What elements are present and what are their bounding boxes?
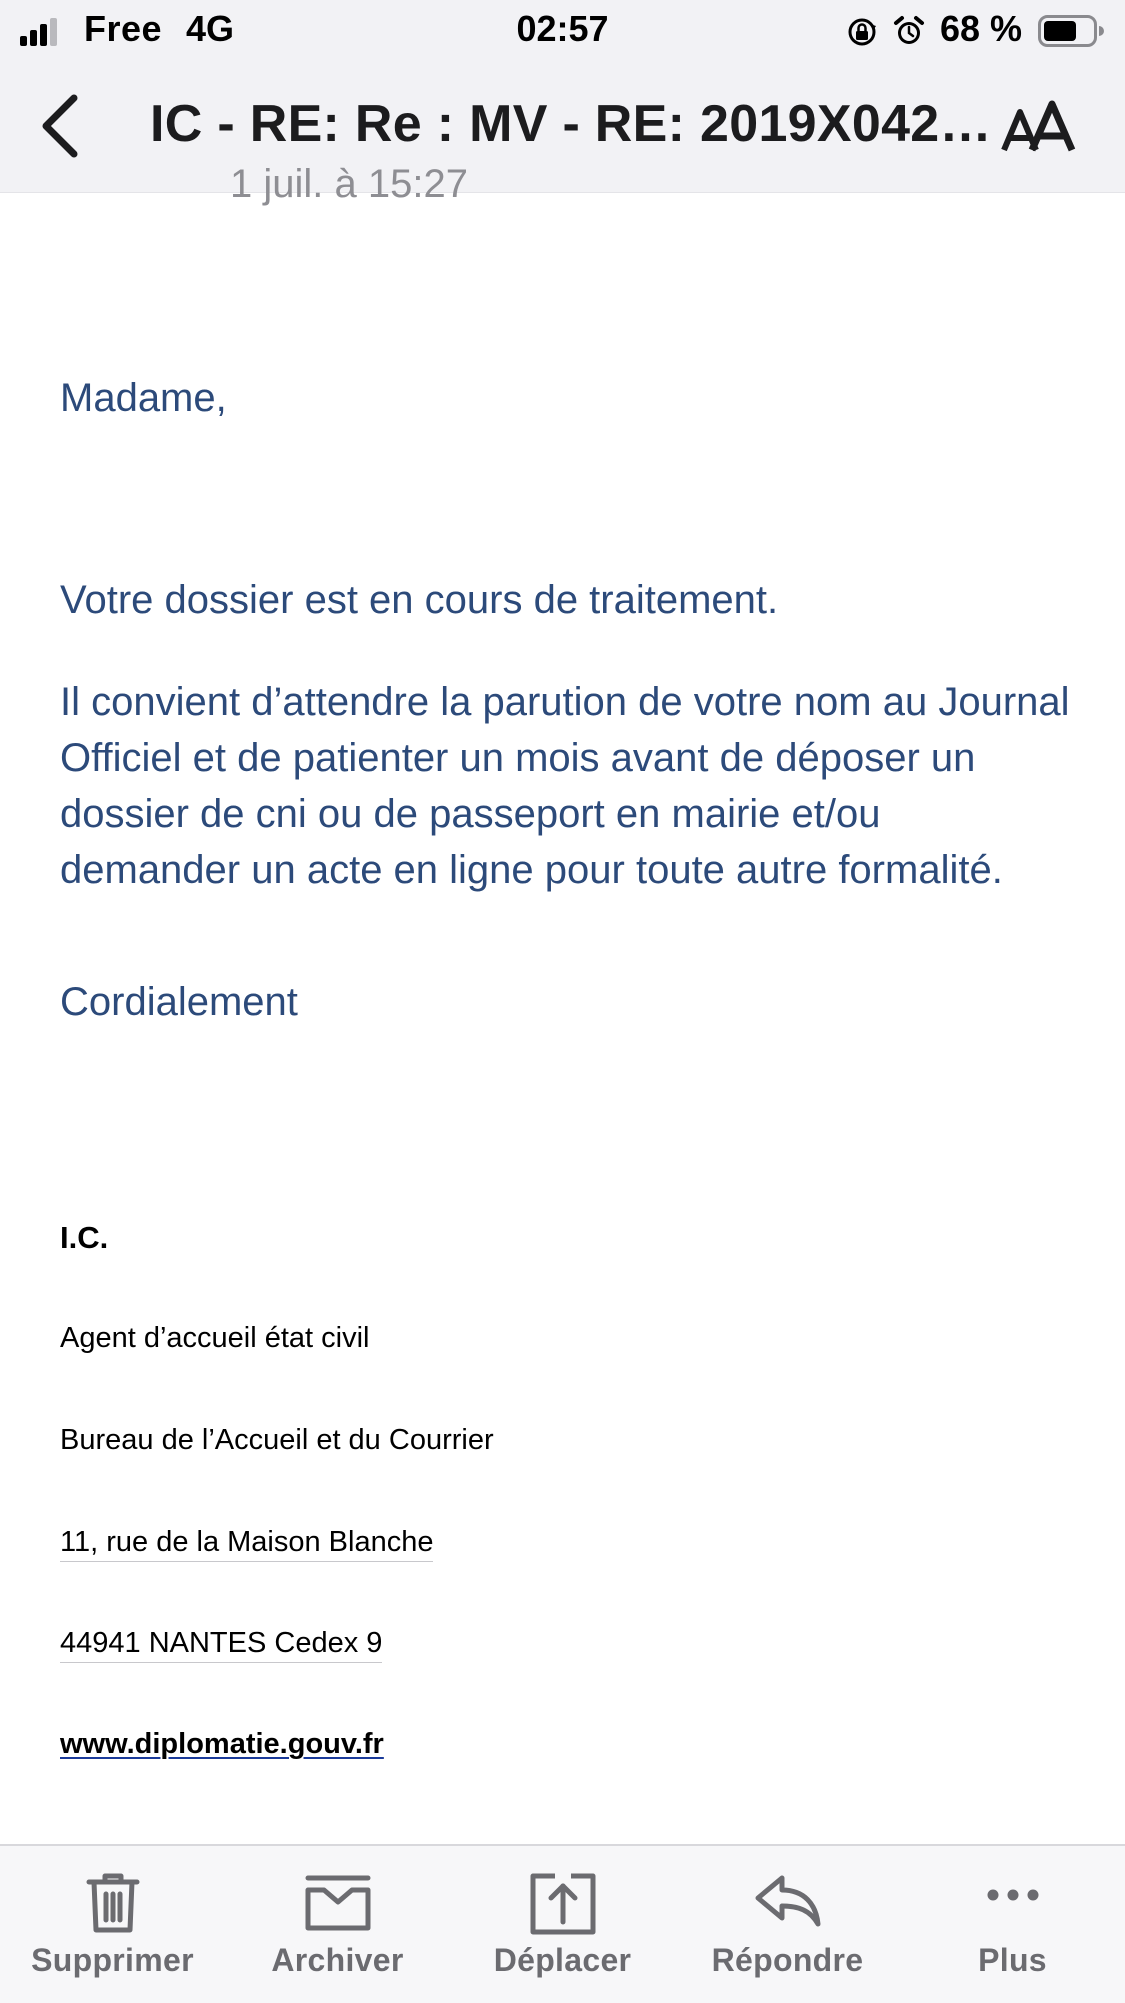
network-type: 4G: [186, 8, 235, 49]
signature-office: Bureau de l’Accueil et du Courrier: [60, 1424, 494, 1456]
battery-percentage: 68 %: [940, 8, 1023, 49]
delete-label: Supprimer: [31, 1942, 194, 1978]
signature-city[interactable]: 44941 NANTES Cedex 9: [60, 1627, 382, 1663]
signature-name: I.C.: [60, 1220, 109, 1255]
trash-icon: [81, 1870, 145, 1934]
text-size-icon: [1000, 98, 1080, 158]
mail-date: 1 juil. à 15:27: [230, 162, 468, 206]
carrier-name: Free: [84, 8, 163, 49]
reply-icon: [752, 1870, 824, 1930]
more-icon: [981, 1870, 1045, 1920]
move-folder-icon: [527, 1870, 599, 1938]
alarm-icon: [892, 14, 926, 48]
archive-button[interactable]: [225, 1846, 450, 2003]
mail-subject-title: IC - RE: Re : MV - RE: 2019X042…: [150, 95, 992, 153]
battery-icon: [1038, 15, 1104, 47]
closing: Cordialement: [60, 980, 298, 1024]
move-label: Déplacer: [493, 1942, 632, 1978]
archive-icon: [302, 1870, 374, 1934]
chevron-left-icon: [30, 86, 90, 166]
reply-label: Répondre: [711, 1942, 864, 1978]
status-bar: [0, 0, 1125, 62]
salutation: Madame,: [60, 376, 227, 420]
archive-label: Archiver: [271, 1942, 404, 1978]
text-size-button[interactable]: [1000, 98, 1080, 158]
signature-website-link[interactable]: www.diplomatie.gouv.fr: [60, 1728, 384, 1760]
delete-button[interactable]: [0, 1846, 225, 2003]
rotation-lock-icon: [846, 16, 878, 48]
paragraph-status: Votre dossier est en cours de traitement.: [60, 578, 779, 622]
move-button[interactable]: [450, 1846, 675, 2003]
status-time: 02:57: [516, 8, 609, 49]
signature-role: Agent d’accueil état civil: [60, 1322, 370, 1354]
back-button[interactable]: [30, 86, 90, 166]
paragraph-instructions: Il convient d’attendre la parution de votre nom au Journal Officiel et de patienter un mois avant de déposer un dossier de cni ou de passeport en mairie et/ou demander un acte en ligne pour toute autre formalité.: [60, 680, 1070, 892]
more-label: Plus: [978, 1942, 1047, 1978]
signature-street[interactable]: 11, rue de la Maison Blanche: [60, 1526, 433, 1562]
navigation-bar: [0, 62, 1125, 193]
more-button[interactable]: [900, 1846, 1125, 2003]
bottom-toolbar: [0, 1844, 1125, 2003]
mail-body: [0, 162, 1125, 1844]
reply-button[interactable]: [675, 1846, 900, 2003]
